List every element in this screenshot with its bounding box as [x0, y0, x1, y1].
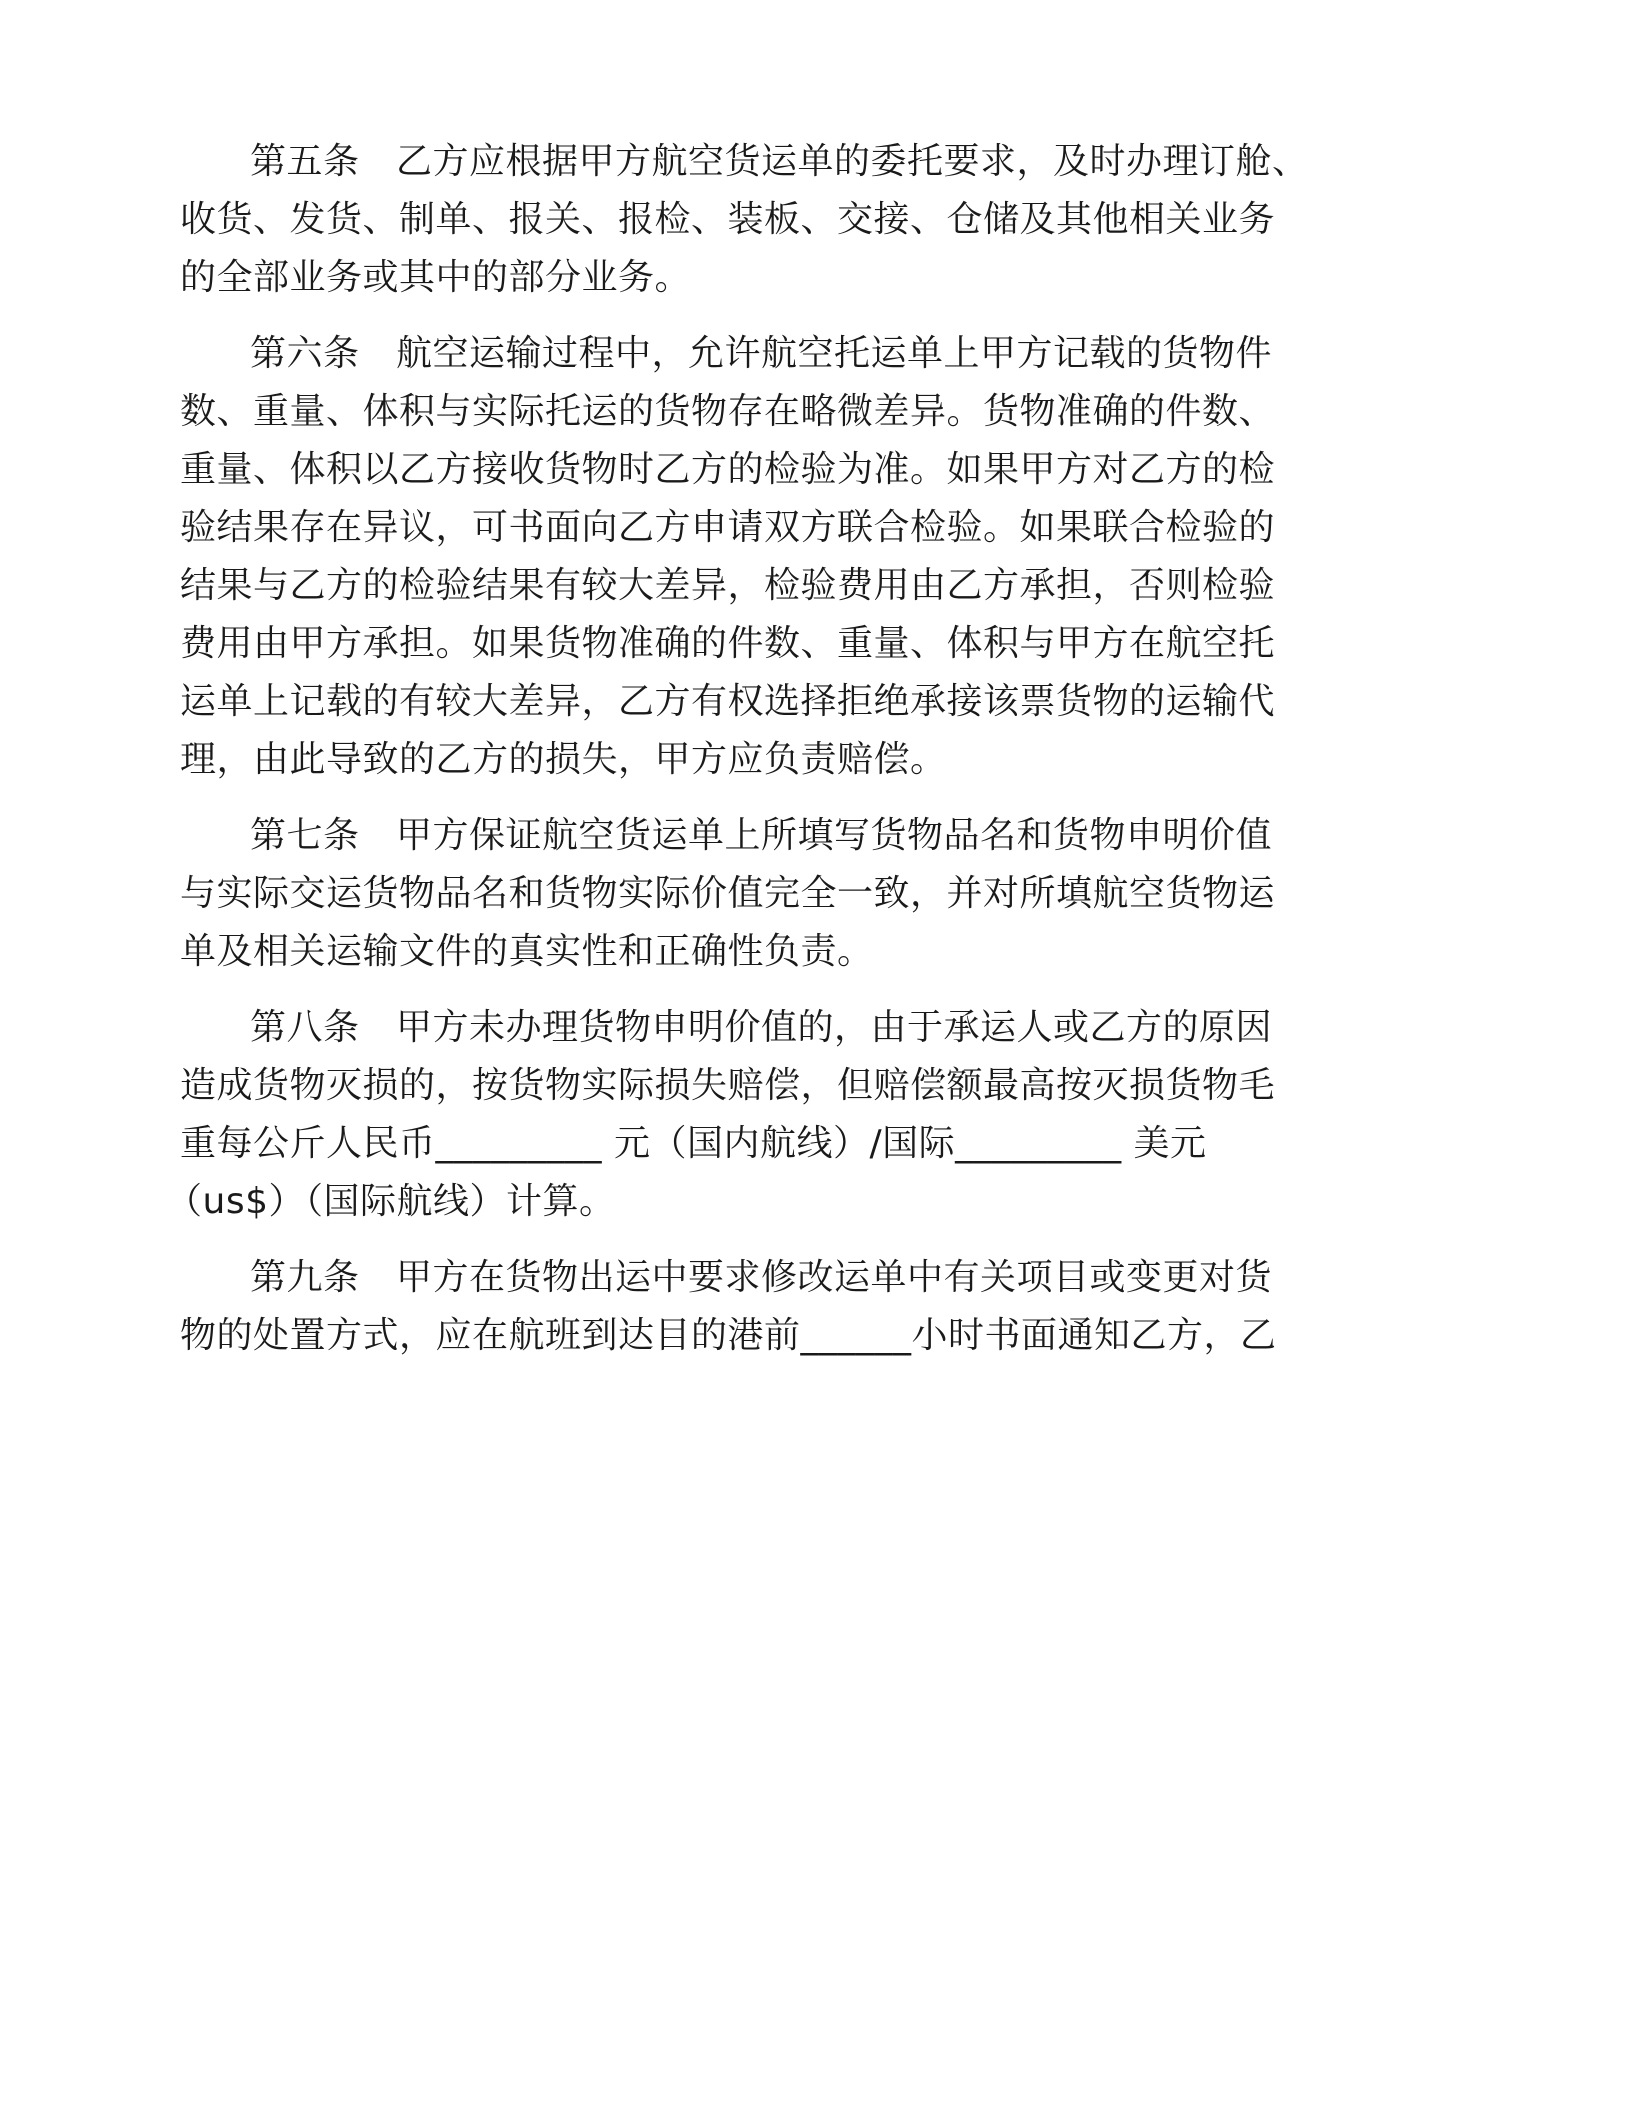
article-8-line-1: 第八条 甲方未办理货物申明价值的，由于承运人或乙方的原因	[250, 1007, 1273, 1048]
article-9-line-2: 物的处置方式，应在航班到达目的港前______小时书面通知乙方，乙	[180, 1315, 1277, 1356]
article-5-line-1: 第五条 乙方应根据甲方航空货运单的委托要求，及时办理订舱、	[250, 141, 1309, 182]
article-6-line-4: 验结果存在异议，可书面向乙方申请双方联合检验。如果联合检验的	[180, 507, 1276, 548]
article-6-line-8: 理，由此导致的乙方的损失，甲方应负责赔偿。	[180, 739, 947, 780]
article-7-line-2: 与实际交运货物品名和货物实际价值完全一致，并对所填航空货物运	[180, 873, 1276, 914]
article-8-line-3: 重每公斤人民币_________ 元（国内航线）/国际_________ 美元	[180, 1123, 1207, 1164]
article-6-line-3: 重量、体积以乙方接收货物时乙方的检验为准。如果甲方对乙方的检	[180, 449, 1276, 490]
article-7-line-3: 单及相关运输文件的真实性和正确性负责。	[180, 931, 874, 972]
article-6-line-7: 运单上记载的有较大差异，乙方有权选择拒绝承接该票货物的运输代	[180, 681, 1276, 722]
article-7-line-1: 第七条 甲方保证航空货运单上所填写货物品名和货物申明价值	[250, 815, 1273, 856]
article-9-line-1: 第九条 甲方在货物出运中要求修改运单中有关项目或变更对货	[250, 1257, 1273, 1298]
article-6-line-1: 第六条 航空运输过程中，允许航空托运单上甲方记载的货物件	[250, 333, 1273, 374]
article-6-line-2: 数、重量、体积与实际托运的货物存在略微差异。货物准确的件数、	[180, 391, 1276, 432]
article-8-line-2: 造成货物灭损的，按货物实际损失赔偿，但赔偿额最高按灭损货物毛	[180, 1065, 1276, 1106]
article-6-line-6: 费用由甲方承担。如果货物准确的件数、重量、体积与甲方在航空托	[180, 623, 1276, 664]
article-5-line-2: 收货、发货、制单、报关、报检、装板、交接、仓储及其他相关业务	[180, 199, 1276, 240]
article-6-line-5: 结果与乙方的检验结果有较大差异，检验费用由乙方承担，否则检验	[180, 565, 1276, 606]
article-5-line-3: 的全部业务或其中的部分业务。	[180, 257, 692, 298]
article-8-line-4: （us$）（国际航线）计算。	[166, 1181, 616, 1222]
